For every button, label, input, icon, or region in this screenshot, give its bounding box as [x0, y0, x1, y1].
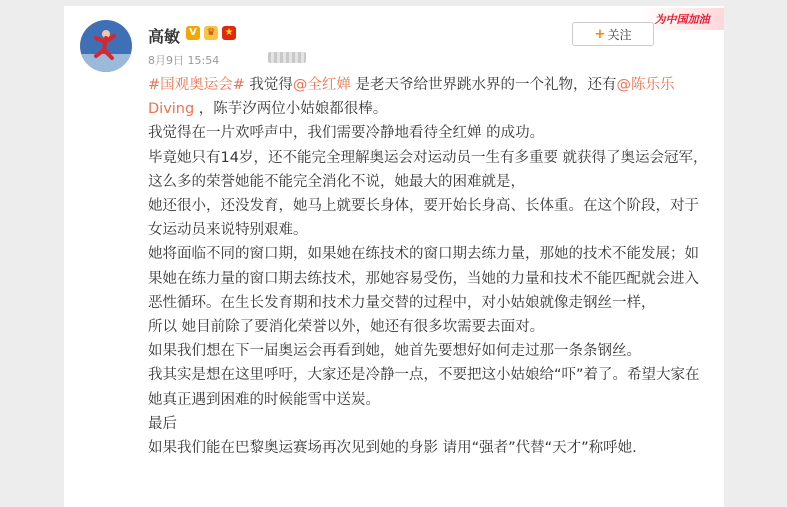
- mention-link[interactable]: @陈乐乐Diving: [148, 77, 675, 118]
- post-line: 她还很小，还没发育，她马上就要长身体，要开始长身高、长体重。在这个阶段，对于女运动员来说特别艰难。: [148, 198, 699, 239]
- verified-icon: V: [186, 26, 200, 40]
- post-line: 最后: [148, 415, 177, 432]
- post-content: [148, 73, 708, 460]
- post-meta: [148, 52, 219, 68]
- china-flag-icon: ★: [222, 26, 236, 40]
- blurred-source: [268, 52, 306, 63]
- post-paragraph-1: #国观奥运会# 我觉得@全红婵 是老天爷给世界跳水界的一个礼物，还有@陈乐乐Diving ，陈芋汐两位小姑娘都很棒。: [148, 77, 675, 118]
- cheer-banner: 为中国加油: [640, 8, 724, 30]
- avatar-image: [80, 20, 132, 72]
- author-avatar[interactable]: [80, 20, 132, 72]
- mention-link[interactable]: @全红婵: [292, 77, 351, 93]
- post-line: 如果我们想在下一届奥运会再看到她，她首先要想好如何走过那一条条钢丝。: [148, 343, 641, 360]
- post-line: 所以 她目前除了要消化荣誉以外，她还有很多坎需要去面对。: [148, 319, 545, 336]
- crown-icon: ♛: [204, 26, 218, 40]
- topic-tag[interactable]: #国观奥运会#: [148, 77, 245, 93]
- post-line: 我觉得在一片欢呼声中，我们需要冷静地看待全红婵 的成功。: [148, 125, 545, 142]
- post-line: 如果我们能在巴黎奥运赛场再次见到她的身影 请用“强者”代替“天才”称呼她.: [148, 440, 637, 457]
- post-line: 我其实是想在这里呼吁，大家还是冷静一点，不要把这小姑娘给“吓”着了。希望大家在她真正遇到困难的时候能雪中送炭。: [148, 367, 700, 408]
- post-line: 毕竟她只有14岁，还不能完全理解奥运会对运动员一生有多重要 就获得了奥运会冠军，这么多的荣誉她能不能完全消化不说，她最大的困难就是，: [148, 149, 708, 190]
- follow-button[interactable]: [572, 22, 654, 46]
- post-date[interactable]: 8月9日: [148, 54, 184, 67]
- post-line: 她将面临不同的窗口期，如果她在练技术的窗口期去练力量，那她的技术不能发展；如果她在练力量的窗口期去练技术，那她容易受伤，当她的力量和技术不能匹配就会进入恶性循环。在生长发育期和技术力量交替的过程中，对小姑娘就像走钢丝一样，: [148, 246, 699, 311]
- plus-icon: +: [594, 26, 606, 42]
- post-time[interactable]: 15:54: [187, 54, 220, 67]
- author-name[interactable]: 高敏: [148, 27, 181, 46]
- author-badges: [186, 26, 236, 40]
- follow-label: 关注: [607, 27, 632, 42]
